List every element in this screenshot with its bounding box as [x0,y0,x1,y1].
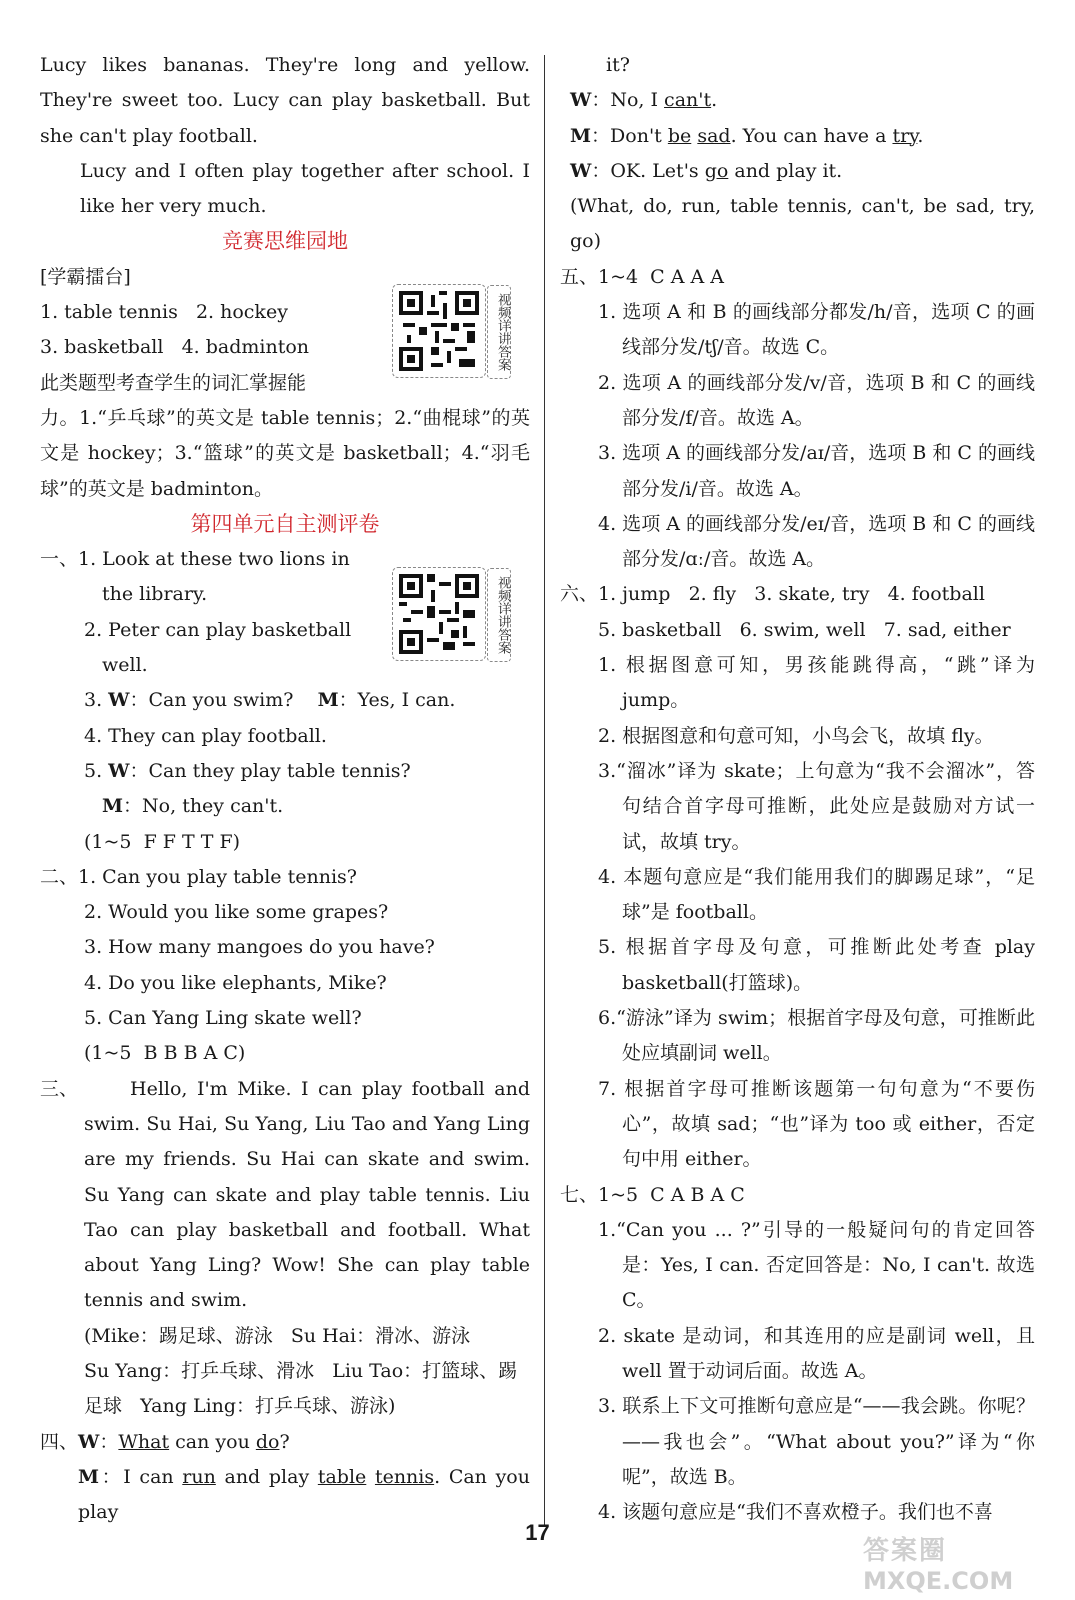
dialogue-text: . You can have a [730,124,893,147]
qr-label: 视频详讲答案 [487,568,511,662]
answer-key: (1~5 F F T T F) [84,830,241,853]
column-divider [544,55,545,1525]
answer-line: 一、1. Look at these two lions in [40,548,350,571]
section-title: 竞赛思维园地 [222,229,348,254]
speaker: M [317,689,339,712]
answer-key: (Mike：踢足球、游泳 Su Hai：滑冰、游泳 [84,1324,471,1347]
explanation-text: 3.“溜冰”译为 skate；上句意为“我不会溜冰”，答句结合首字母可推断，此处应是鼓励对方试一试，故填 try。 [598,759,1035,853]
speaker: W [108,689,130,712]
blank-answer: go [704,159,729,182]
explanation-text: 6.“游泳”译为 swim；根据首字母及句意，可推断此处应填副词 well。 [598,1007,1035,1065]
section-title: 第四单元自主测评卷 [190,511,380,536]
explanation-text: 1.“Can you ... ?”引导的一般疑问句的肯定回答是：Yes, I can. 否定回答是：No, I can't. 故选 C。 [598,1218,1035,1312]
dialogue-text: ：Yes, I can. [338,689,456,712]
speaker: W [570,89,592,112]
dialogue-text: can you [169,1430,256,1453]
explanation-text: 力。1.“乒乓球”的英文是 table tennis；2.“曲棍球”的英文是 hockey；3.“篮球”的英文是 basketball；4.“羽毛球”的英文是 badminton。 [40,406,530,500]
explanation-text: 4. 选项 A 的画线部分发/eɪ/音，选项 B 和 C 的画线部分发/ɑː/音。故选 A。 [598,512,1035,571]
answer-key: Su Yang：打乒乓球、滑冰 Liu Tao：打篮球、踢 [84,1359,518,1382]
blank-answer: What [118,1430,170,1453]
blank-answer: do [255,1430,280,1453]
qr-label: 视频详讲答案 [487,285,511,379]
dialogue-text: . Can you play [78,1465,530,1524]
dialogue-text: ： [99,1430,119,1453]
dialogue-text: ：No, they can't. [123,795,284,818]
answer-line: 七、1~5 C A B A C [560,1183,745,1206]
blank-answer: sad [697,124,731,147]
dialogue-line: 3. W：Can you swim? M：Yes, I can. [84,689,456,712]
dialogue-text: ：I can [99,1465,183,1488]
explanation-text: 3. 联系上下文可推断句意应是“——我会跳。你呢？——我也会”。“What about you?”译为“你呢”，故选 B。 [598,1395,1035,1488]
answer-line: 2. Would you like some grapes? [84,901,389,924]
dialogue-text: ：Can they play table tennis? [129,759,411,782]
dialogue-text [366,1466,375,1488]
answer-line: 4. They can play football. [84,724,327,747]
answer-key: 足球 Yang Ling：打乒乓球、游泳) [84,1395,396,1418]
explanation-text: 5. 根据首字母及句意，可推断此处考查 play basketball(打篮球)。 [598,936,1035,994]
passage-paragraph: Lucy likes bananas. They're long and yellow. They're sweet too. Lucy can play basketball. But she can't play football. [40,54,530,147]
explanation-text: 4. 本题句意应是“我们能用我们的脚踢足球”，“足球”是 football。 [598,865,1035,924]
dialogue-text: ? [279,1430,290,1453]
left-column [40,48,530,1530]
qr-code-icon [399,291,479,371]
section-tag: [学霸擂台] [40,265,131,288]
answer-line: 二、1. Can you play table tennis? [40,865,357,888]
dialogue-text: and play it. [728,159,843,182]
dialogue-line [40,789,530,824]
page-number: 17 [525,1520,550,1545]
dialogue-text: ：Can you swim? [129,689,294,712]
dialogue-text: and play [215,1465,318,1488]
answer-line: 五、1~4 C A A A [560,265,724,288]
answer-line: 4. Do you like elephants, Mike? [84,971,387,994]
speaker: M [78,1465,100,1488]
explanation-text: 3. 选项 A 的画线部分发/aɪ/音，选项 B 和 C 的画线部分发/i/音。故选 A。 [598,442,1035,500]
explanation-text: 1. 选项 A 和 B 的画线部分都发/h/音，选项 C 的画线部分发/tʃ/音。故选 C。 [598,301,1035,359]
speaker: W [78,1430,100,1453]
item-number: 四、 [40,1430,79,1453]
answer-line: 5. Can Yang Ling skate well? [84,1007,362,1030]
speaker: W [570,159,592,182]
blank-answer: tennis [374,1465,435,1488]
passage-paragraph: Lucy and I often play together after school. I like her very much. [80,159,530,218]
blank-answer: try [892,124,918,147]
listening-passage [40,1072,530,1319]
dialogue-text: ：Don't [591,124,668,147]
explanation-text: 4. 该题句意应是“我们不喜欢橙子。我们也不喜 [598,1501,993,1524]
answer-line: 2. Peter can play basketball [84,618,352,641]
answer-key: (1~5 B B B A C) [84,1042,246,1065]
explanation-text: 1. 根据图意可知，男孩能跳得高，“跳”译为 jump。 [598,654,1035,712]
qr-code[interactable] [392,284,510,378]
watermark-url: MXQE.COM [863,1567,1014,1595]
dialogue-line [560,83,1035,118]
answer-key: (What, do, run, table tennis, can't, be sad, try, go) [570,195,1035,253]
blank-answer: be [667,124,692,147]
item-number: 三、 [40,1077,79,1100]
answer-line: the library. [102,583,208,606]
explanation-line: 此类题型考查学生的词汇掌握能 [40,371,307,394]
blank-answer: table [317,1465,367,1488]
right-column [560,48,1035,1530]
passage-text: Hello, I'm Mike. I can play football and swim. Su Hai, Su Yang, Liu Tao and Yang Ling are my friends. Su Hai can skate and swim. Su Yang can skate and play table tennis. Liu Tao can play basketball and football. What about Yang Ling? Wow! She can play table tennis and swim. [84,1077,530,1312]
explanation-text: 2. 根据图意和句意可知，小鸟会飞，故填 fly。 [598,724,994,747]
speaker: M [102,795,124,818]
answer-line: 六、1. jump 2. fly 3. skate, try 4. football [560,583,985,606]
dialogue-line [40,1425,530,1460]
watermark-text: 答案圈 [863,1536,948,1566]
speaker: W [108,759,130,782]
dialogue-line: it? [606,54,630,76]
dialogue-text: ：No, I [591,89,665,112]
answer-line: 3. How many mangoes do you have? [84,936,435,959]
answer-line: 5. basketball 6. swim, well 7. sad, either [598,618,1011,641]
dialogue-line: 5. W：Can they play table tennis? [84,759,411,782]
qr-code[interactable] [392,567,510,661]
qr-code-icon [399,574,479,654]
explanation-text: 2. skate 是动词，和其连用的应是副词 well，且 well 置于动词后面。故选 A。 [598,1324,1035,1382]
dialogue-line [560,154,1035,189]
answer-line: 1. table tennis 2. hockey [40,301,288,324]
blank-answer: run [182,1465,216,1488]
dialogue-text: ：OK. Let's [591,159,705,182]
answer-line: 3. basketball 4. badminton [40,336,310,359]
watermark-logo [863,1530,1053,1595]
explanation-text: 7. 根据首字母可推断该题第一句句意为“不要伤心”，故填 sad；“也”译为 too 或 either，否定句中用 either。 [598,1077,1035,1171]
dialogue-text: . [917,124,924,147]
speaker: M [570,124,592,147]
dialogue-line [560,119,1035,154]
answer-line: well. [102,654,148,677]
dialogue-text: . [711,89,718,112]
explanation-text: 2. 选项 A 的画线部分发/v/音，选项 B 和 C 的画线部分发/f/音。故选 A。 [598,371,1035,429]
blank-answer: can't [664,89,712,112]
